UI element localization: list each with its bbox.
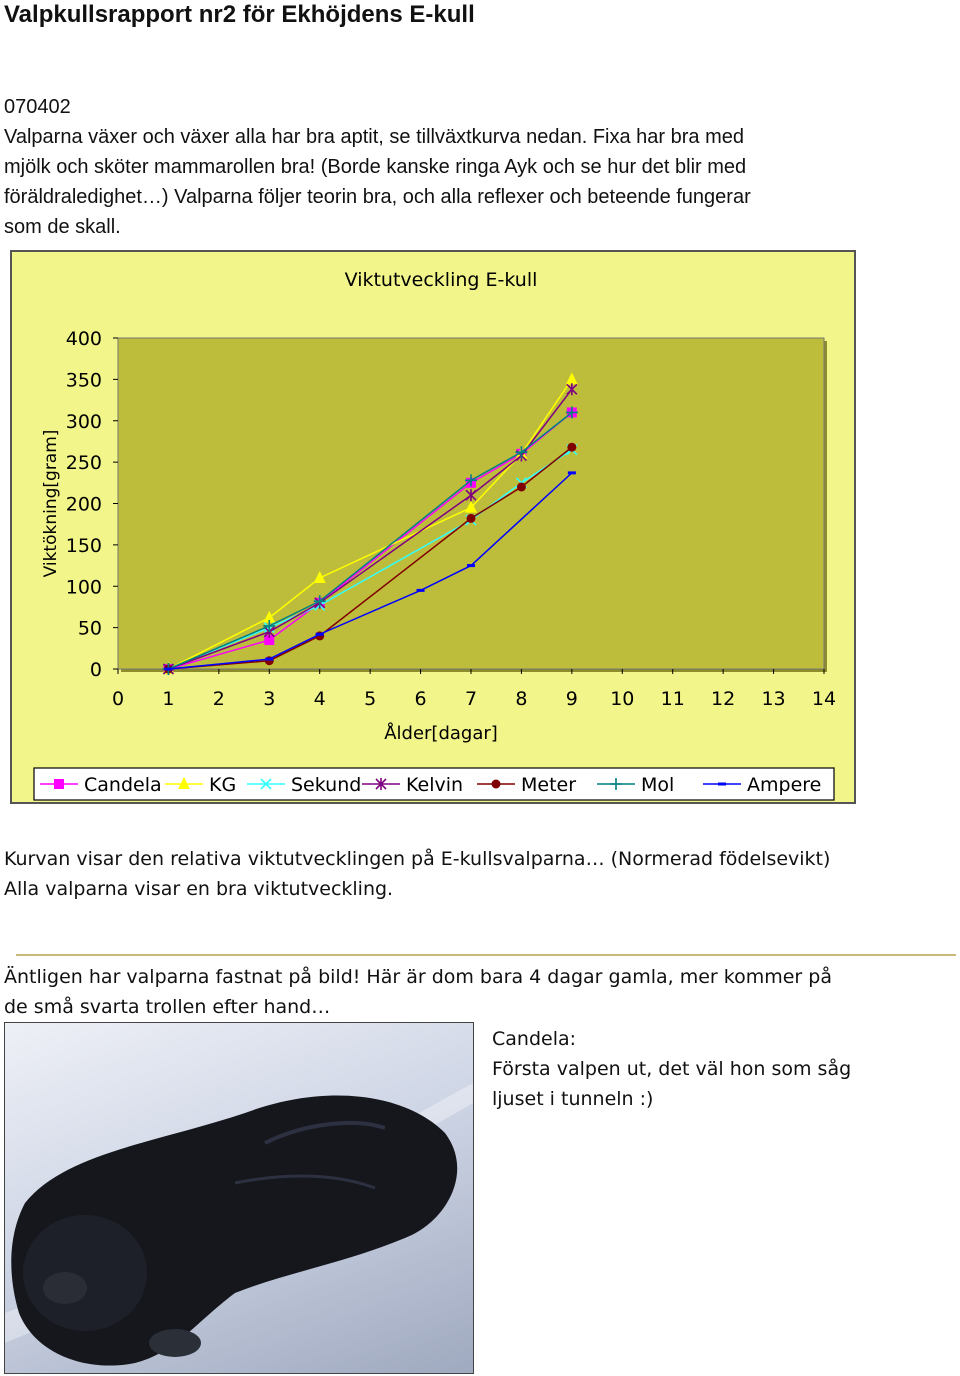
y-tick-label: 100 — [65, 576, 102, 599]
x-tick-label: 1 — [162, 688, 175, 710]
y-tick-label: 200 — [65, 493, 102, 516]
x-tick-label: 5 — [364, 688, 377, 710]
y-tick-label: 0 — [89, 659, 102, 681]
puppy-photo — [4, 1022, 474, 1374]
photo-caption — [492, 1024, 952, 1114]
photo-caption-name: Candela: — [492, 1028, 577, 1050]
legend-label-meter: Meter — [521, 774, 577, 796]
x-tick-label: 10 — [610, 688, 635, 710]
legend-label-kelvin: Kelvin — [406, 774, 464, 796]
chart-title: Viktutveckling E-kull — [344, 269, 538, 291]
legend-label-sekund: Sekund — [291, 774, 362, 796]
legend-label-ampere: Ampere — [747, 774, 822, 796]
x-axis-label: Ålder[dagar] — [384, 723, 498, 744]
data-point-meter — [467, 514, 476, 523]
data-point-meter — [517, 482, 526, 491]
legend-marker-candela — [54, 779, 64, 789]
y-tick-label: 300 — [65, 410, 102, 433]
puppy-photo-drawing — [5, 1023, 473, 1373]
x-tick-label: 12 — [711, 688, 736, 710]
photo-intro: Äntligen har valparna fastnat på bild! Här är dom bara 4 dagar gamla, mer kommer på de små svarta trollen efter hand… — [4, 966, 832, 1018]
data-point-meter — [567, 443, 576, 452]
data-point-ampere — [316, 633, 324, 636]
x-tick-label: 2 — [212, 688, 225, 710]
x-tick-label: 7 — [464, 688, 478, 710]
y-axis-label: Viktökning[gram] — [41, 429, 61, 578]
legend-marker-meter — [492, 780, 501, 789]
x-tick-label: 6 — [414, 688, 427, 710]
y-tick-label: 350 — [65, 369, 102, 392]
x-tick-label: 0 — [111, 688, 125, 710]
data-point-ampere — [265, 658, 273, 661]
data-point-ampere — [164, 668, 172, 671]
x-tick-label: 13 — [761, 688, 786, 710]
data-point-ampere — [417, 589, 425, 592]
x-tick-label: 11 — [660, 688, 685, 710]
y-tick-label: 50 — [77, 617, 102, 640]
x-tick-label: 4 — [313, 688, 326, 710]
data-point-ampere — [568, 471, 576, 474]
y-tick-label: 400 — [65, 328, 102, 350]
section-divider — [16, 954, 956, 956]
data-point-ampere — [467, 564, 475, 567]
legend-label-mol: Mol — [641, 774, 675, 796]
weight-chart-svg — [12, 252, 854, 802]
legend-marker-ampere — [718, 783, 726, 786]
chart-caption: Kurvan visar den relativa viktutvecklingen på E-kullsvalparna… (Normerad födelsevikt) Alla valparna visar en bra viktutveckling. — [4, 848, 831, 900]
x-tick-label: 14 — [811, 688, 837, 710]
x-tick-label: 9 — [565, 688, 578, 710]
intro-paragraph: Valparna växer och växer alla har bra aptit, se tillväxtkurva nedan. Fixa har bra med mjölk och sköter mammarollen bra! (Borde kanske ringa Ayk och se hur det blir med föräldraledighet…) Valparna följer teorin bra, och alla reflexer och beteende fungerar som de skall. — [4, 126, 751, 238]
legend-label-kg: KG — [209, 774, 237, 796]
page-title: Valpkullsrapport nr2 för Ekhöjdens E-kull — [4, 1, 475, 28]
legend-label-candela: Candela — [84, 774, 162, 796]
report-date: 070402 — [4, 96, 71, 118]
x-tick-label: 3 — [263, 688, 276, 710]
x-tick-label: 8 — [515, 688, 528, 710]
photo-caption-text: Första valpen ut, det väl hon som såg ljuset i tunneln :) — [492, 1058, 852, 1110]
weight-chart — [10, 250, 856, 804]
y-tick-label: 250 — [65, 452, 102, 475]
y-tick-label: 150 — [65, 534, 102, 557]
